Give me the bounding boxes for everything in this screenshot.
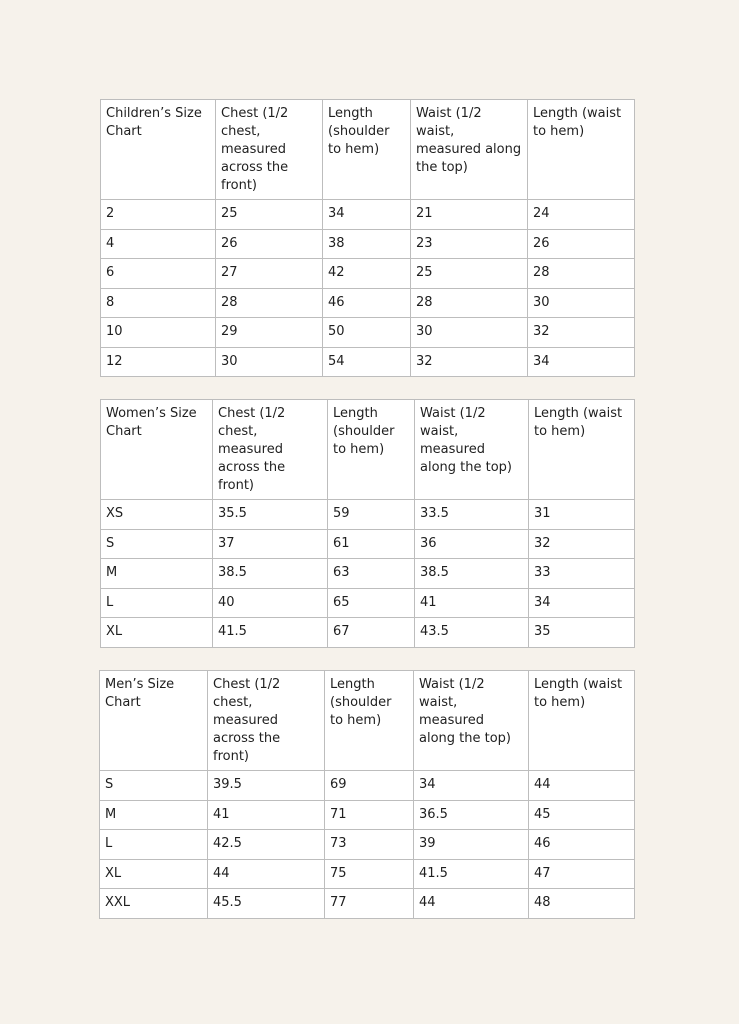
size-cell: 12 [101,347,216,377]
header-row [100,671,635,771]
table-row [101,588,635,618]
length-waist-cell: 48 [529,889,635,919]
length-shoulder-cell: 46 [323,288,411,318]
length-shoulder-cell: 73 [325,830,414,860]
size-cell: 4 [101,229,216,259]
length-waist-cell: 26 [528,229,635,259]
table-row [101,259,635,289]
length-waist-cell: 44 [529,771,635,801]
size-cell: L [101,588,213,618]
table-row [100,771,635,801]
waist-cell: 36.5 [414,800,529,830]
column-header-length-shoulder: Length (shoulder to hem) [325,671,414,771]
chest-cell: 44 [208,859,325,889]
length-shoulder-cell: 34 [323,200,411,230]
chest-cell: 25 [216,200,323,230]
length-shoulder-cell: 65 [328,588,415,618]
length-waist-cell: 31 [529,500,635,530]
table-row [100,859,635,889]
size-cell: L [100,830,208,860]
length-waist-cell: 30 [528,288,635,318]
chest-cell: 28 [216,288,323,318]
length-waist-cell: 32 [529,529,635,559]
length-shoulder-cell: 50 [323,318,411,348]
table-title: Women’s Size Chart [101,400,213,500]
length-shoulder-cell: 71 [325,800,414,830]
table-row [100,889,635,919]
column-header-length-shoulder: Length (shoulder to hem) [328,400,415,500]
size-cell: M [100,800,208,830]
waist-cell: 38.5 [415,559,529,589]
table-title: Men’s Size Chart [100,671,208,771]
chest-cell: 39.5 [208,771,325,801]
length-shoulder-cell: 75 [325,859,414,889]
table-row [101,500,635,530]
waist-cell: 41 [415,588,529,618]
size-cell: XL [100,859,208,889]
length-shoulder-cell: 54 [323,347,411,377]
size-cell: 6 [101,259,216,289]
waist-cell: 25 [411,259,528,289]
size-cell: 10 [101,318,216,348]
waist-cell: 34 [414,771,529,801]
chest-cell: 37 [213,529,328,559]
table-row [100,830,635,860]
header-row [101,100,635,200]
size-cell: S [101,529,213,559]
column-header-length-waist: Length (waist to hem) [528,100,635,200]
length-waist-cell: 46 [529,830,635,860]
chest-cell: 38.5 [213,559,328,589]
column-header-waist: Waist (1/2 waist, measured along the top) [415,400,529,500]
size-cell: 8 [101,288,216,318]
length-waist-cell: 34 [528,347,635,377]
waist-cell: 44 [414,889,529,919]
chest-cell: 41 [208,800,325,830]
chest-cell: 26 [216,229,323,259]
length-shoulder-cell: 59 [328,500,415,530]
table-row [101,529,635,559]
table-row [101,200,635,230]
waist-cell: 23 [411,229,528,259]
column-header-waist: Waist (1/2 waist, measured along the top) [411,100,528,200]
length-waist-cell: 28 [528,259,635,289]
column-header-length-waist: Length (waist to hem) [529,671,635,771]
chest-cell: 45.5 [208,889,325,919]
length-waist-cell: 24 [528,200,635,230]
waist-cell: 32 [411,347,528,377]
column-header-length-waist: Length (waist to hem) [529,400,635,500]
men-size-table [99,670,635,919]
children-size-table [100,99,635,377]
women-size-table [100,399,635,648]
length-shoulder-cell: 77 [325,889,414,919]
size-cell: XL [101,618,213,648]
chest-cell: 30 [216,347,323,377]
column-header-waist: Waist (1/2 waist, measured along the top) [414,671,529,771]
waist-cell: 28 [411,288,528,318]
length-shoulder-cell: 67 [328,618,415,648]
length-waist-cell: 34 [529,588,635,618]
waist-cell: 36 [415,529,529,559]
length-shoulder-cell: 69 [325,771,414,801]
length-waist-cell: 35 [529,618,635,648]
length-shoulder-cell: 42 [323,259,411,289]
length-waist-cell: 32 [528,318,635,348]
waist-cell: 39 [414,830,529,860]
chest-cell: 42.5 [208,830,325,860]
chest-cell: 35.5 [213,500,328,530]
length-waist-cell: 47 [529,859,635,889]
size-cell: XS [101,500,213,530]
column-header-chest: Chest (1/2 chest, measured across the front) [216,100,323,200]
chest-cell: 41.5 [213,618,328,648]
table-row [101,347,635,377]
header-row [101,400,635,500]
table-row [101,559,635,589]
waist-cell: 43.5 [415,618,529,648]
column-header-length-shoulder: Length (shoulder to hem) [323,100,411,200]
column-header-chest: Chest (1/2 chest, measured across the front) [213,400,328,500]
chest-cell: 29 [216,318,323,348]
chest-cell: 40 [213,588,328,618]
size-cell: XXL [100,889,208,919]
waist-cell: 33.5 [415,500,529,530]
length-shoulder-cell: 63 [328,559,415,589]
length-waist-cell: 45 [529,800,635,830]
length-waist-cell: 33 [529,559,635,589]
size-cell: S [100,771,208,801]
table-row [101,618,635,648]
length-shoulder-cell: 61 [328,529,415,559]
waist-cell: 30 [411,318,528,348]
column-header-chest: Chest (1/2 chest, measured across the front) [208,671,325,771]
length-shoulder-cell: 38 [323,229,411,259]
table-row [101,229,635,259]
table-row [101,288,635,318]
size-cell: M [101,559,213,589]
table-row [101,318,635,348]
table-row [100,800,635,830]
waist-cell: 41.5 [414,859,529,889]
size-cell: 2 [101,200,216,230]
chest-cell: 27 [216,259,323,289]
table-title: Children’s Size Chart [101,100,216,200]
waist-cell: 21 [411,200,528,230]
